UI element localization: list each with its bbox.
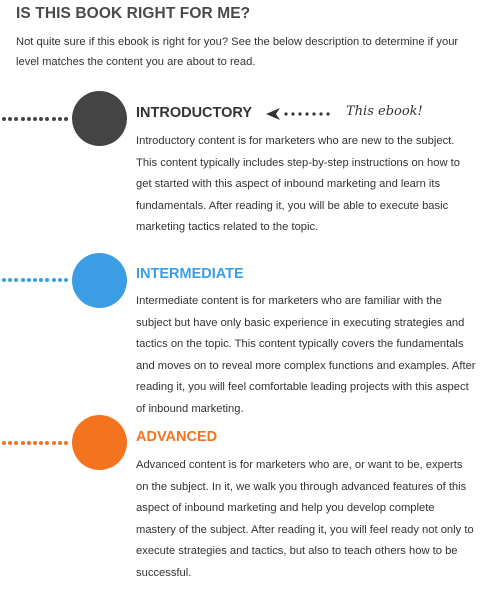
dark-grey-circle-icon	[72, 91, 127, 146]
connector-dot	[45, 278, 49, 282]
connector-dot	[33, 278, 37, 282]
level-title-intermediate: INTERMEDIATE	[136, 266, 244, 282]
connector-dot	[39, 441, 43, 445]
level-description-introductory: Introductory content is for marketers who are new to the subject. This content typically includes step-by-step instructions on how to get started with this aspect of inbound marketing and learn its fundamentals. After reading it, you will be able to execute basic marketing tactics related to the topic.	[136, 135, 460, 234]
connector-dot	[39, 278, 43, 282]
connector-dot	[64, 441, 68, 445]
dotted-connector	[2, 441, 72, 445]
connector-dot	[52, 441, 56, 445]
connector-dot	[21, 117, 25, 121]
connector-dot	[2, 441, 6, 445]
page-title: IS THIS BOOK RIGHT FOR ME?	[16, 5, 251, 22]
dotted-connector	[2, 117, 72, 121]
connector-dot	[27, 278, 31, 282]
connector-dot	[8, 278, 12, 282]
connector-dot	[14, 441, 18, 445]
dotted-connector	[2, 278, 72, 282]
level-description-intermediate: Intermediate content is for marketers who are familiar with the subject but have only basic experience in executing strategies and tactics on the topic. This content typically covers the fundamentals and moves on to reveal more complex functions and examples. After reading it, you will feel comfortable leading projects with this aspect of inbound marketing.	[136, 295, 476, 415]
level-description-advanced: Advanced content is for marketers who are, or want to be, experts on the subject. In it, we walk you through advanced features of this aspect of inbound marketing and help you develop complete mastery of the subject. After reading it, you will feel ready not only to execute strategies and tactics, but also to teach others how to be successful.	[136, 459, 474, 579]
connector-dot	[14, 278, 18, 282]
connector-dot	[33, 117, 37, 121]
connector-dot	[64, 117, 68, 121]
connector-dot	[21, 278, 25, 282]
connector-dot	[27, 441, 31, 445]
blue-circle-icon	[72, 253, 127, 308]
connector-dot	[2, 117, 6, 121]
connector-dot	[52, 278, 56, 282]
connector-dot	[2, 278, 6, 282]
level-title-advanced: ADVANCED	[136, 429, 218, 445]
connector-dot	[39, 117, 43, 121]
connector-dot	[14, 117, 18, 121]
connector-dot	[52, 117, 56, 121]
orange-circle-icon	[72, 415, 127, 470]
dotted-arrow-left-icon	[264, 106, 340, 122]
connector-dot	[45, 117, 49, 121]
connector-dot	[45, 441, 49, 445]
connector-dot	[8, 441, 12, 445]
level-title-introductory: INTRODUCTORY	[136, 105, 252, 121]
connector-dot	[64, 278, 68, 282]
connector-dot	[27, 117, 31, 121]
connector-dot	[58, 278, 62, 282]
connector-dot	[33, 441, 37, 445]
connector-dot	[58, 117, 62, 121]
connector-dot	[58, 441, 62, 445]
connector-dot	[8, 117, 12, 121]
this-ebook-callout	[264, 104, 434, 124]
intro-text: Not quite sure if this ebook is right for you? See the below description to determine if your level matches the content you are about to read.	[16, 36, 459, 68]
this-ebook-label: This ebook!	[346, 104, 423, 119]
connector-dot	[21, 441, 25, 445]
